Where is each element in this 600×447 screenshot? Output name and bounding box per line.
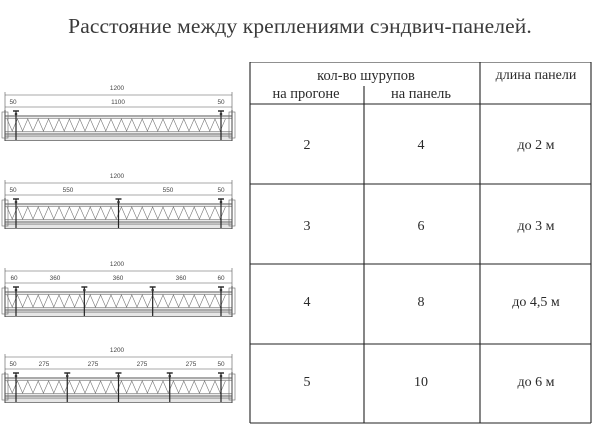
dim-label: 50 — [9, 187, 17, 194]
screw-washer — [15, 375, 18, 378]
cell-panel: 6 — [417, 219, 425, 234]
diagram-2-screws — [0, 82, 240, 152]
screw-washer — [220, 375, 223, 378]
screw-washer — [66, 375, 69, 378]
screw-washer — [15, 201, 18, 204]
dim-label: 360 — [49, 275, 61, 282]
dim-label: 50 — [9, 361, 17, 368]
dim-label: 1100 — [111, 99, 125, 106]
cell-purlin: 4 — [303, 295, 311, 310]
insulation-zigzag — [7, 207, 225, 219]
cell-purlin: 3 — [303, 219, 311, 234]
dim-label: 275 — [136, 361, 148, 368]
screw-washer — [15, 113, 18, 116]
header-panel-length: длина панели — [495, 68, 577, 83]
panel-drawing — [2, 354, 235, 403]
table-row — [304, 375, 555, 390]
dim-label: 360 — [175, 275, 187, 282]
diagram-5-screws — [0, 344, 240, 414]
dim-label: 275 — [185, 361, 197, 368]
header-per-panel: на панель — [390, 86, 452, 102]
screws-table — [248, 62, 592, 424]
insulation-zigzag — [7, 119, 225, 131]
insulation-zigzag — [7, 381, 225, 393]
insulation-zigzag — [7, 295, 225, 307]
screw-washer — [117, 375, 120, 378]
table-grid — [250, 62, 591, 423]
screw-washer — [220, 201, 223, 204]
cell-panel: 10 — [414, 375, 428, 390]
table-row — [304, 295, 560, 310]
table-row — [304, 219, 555, 234]
header-screws-count: кол-во шурупов — [317, 68, 415, 84]
cell-purlin: 2 — [303, 138, 311, 153]
dim-label: 550 — [162, 187, 174, 194]
dim-label: 360 — [112, 275, 124, 282]
dim-label: 275 — [38, 361, 50, 368]
dim-label: 50 — [217, 99, 225, 106]
purlin-beam — [5, 312, 232, 317]
screw-washer — [168, 375, 171, 378]
cell-panel: 8 — [417, 295, 425, 310]
diagram-4-screws — [0, 258, 240, 328]
table-row — [304, 138, 555, 153]
cell-length: до 2 м — [517, 138, 555, 153]
purlin-beam — [5, 136, 232, 141]
screw-washer — [220, 113, 223, 116]
dim-label: 50 — [217, 187, 225, 194]
dim-label: 60 — [10, 275, 18, 282]
cell-length: до 3 м — [517, 219, 555, 234]
dim-total: 1200 — [109, 173, 125, 180]
screw-washer — [15, 289, 18, 292]
dim-label: 550 — [62, 187, 74, 194]
dim-total: 1200 — [109, 85, 125, 92]
dim-label: 50 — [217, 361, 225, 368]
dim-total: 1200 — [109, 347, 125, 354]
dim-label: 275 — [87, 361, 99, 368]
header-on-purlin: на прогоне — [272, 86, 340, 102]
screw-washer — [220, 289, 223, 292]
fastening-diagrams — [0, 0, 245, 447]
cell-panel: 4 — [417, 138, 425, 153]
screw-washer — [117, 201, 120, 204]
cell-length: до 6 м — [517, 375, 555, 390]
screw-washer — [83, 289, 86, 292]
cell-purlin: 5 — [303, 375, 311, 390]
page-title: Расстояние между креплениями сэндвич-панелей. — [68, 14, 532, 38]
diagram-3-screws — [0, 170, 240, 240]
panel-drawing — [2, 180, 235, 229]
dim-total: 1200 — [109, 261, 125, 268]
cell-length: до 4,5 м — [512, 295, 560, 310]
dim-label: 50 — [9, 99, 17, 106]
screw-washer — [151, 289, 154, 292]
dim-label: 60 — [217, 275, 225, 282]
